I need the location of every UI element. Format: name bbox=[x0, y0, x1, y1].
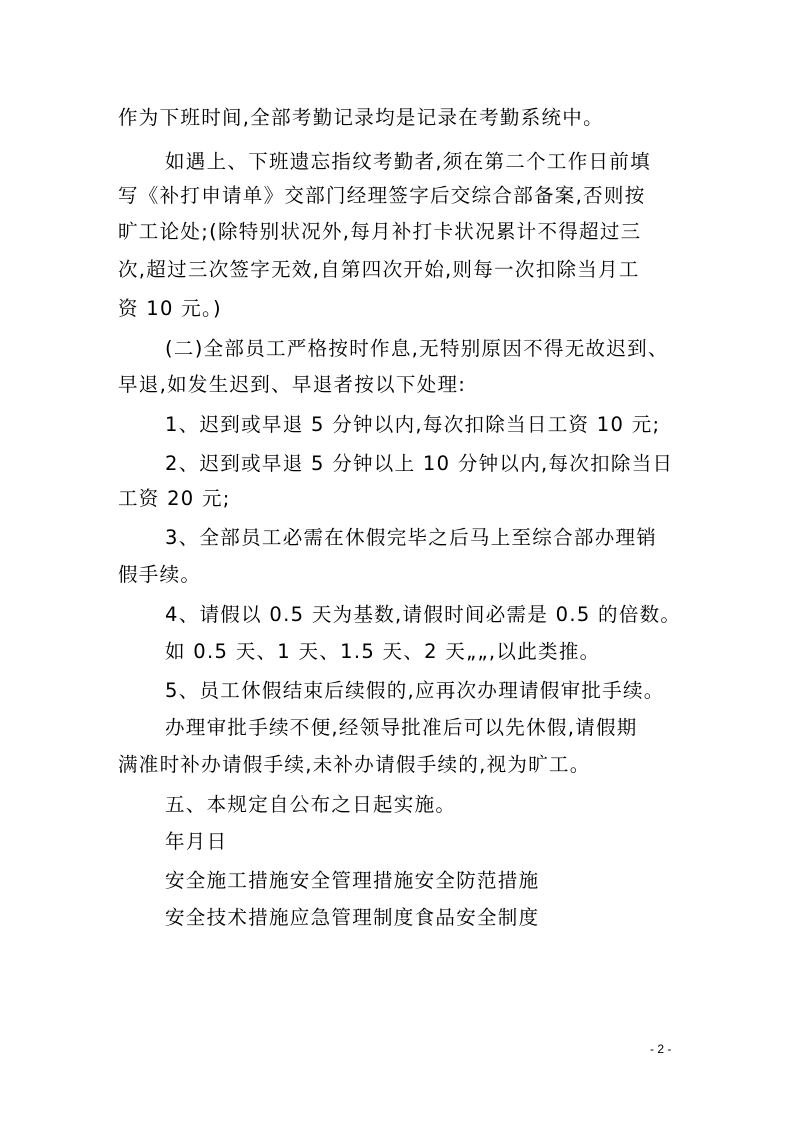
paragraph-line: 写《补打申请单》交部门经理签字后交综合部备案,否则按 bbox=[118, 184, 646, 207]
paragraph-line: 4、请假以 0.5 天为基数,请假时间必需是 0.5 的倍数。 bbox=[165, 603, 682, 626]
paragraph-line: 安全施工措施安全管理措施安全防范措施 bbox=[165, 869, 540, 892]
paragraph-line: 如 0.5 天、1 天、1.5 天、2 天„„,以此类推。 bbox=[165, 640, 601, 663]
paragraph-line: 5、员工休假结束后续假的,应再次办理请假审批手续。 bbox=[165, 679, 665, 702]
paragraph-line: (二)全部员工严格按时作息,无特别原因不得无故迟到、 bbox=[165, 337, 669, 360]
paragraph-line: 办理审批手续不便,经领导批准后可以先休假,请假期 bbox=[165, 716, 638, 739]
paragraph-line: 工资 20 元; bbox=[118, 487, 231, 510]
paragraph-line: 次,超过三次签字无效,自第四次开始,则每一次扣除当月工 bbox=[118, 258, 640, 281]
paragraph-line: 安全技术措施应急管理制度食品安全制度 bbox=[165, 906, 540, 929]
paragraph-line: 满准时补办请假手续,未补办请假手续的,视为旷工。 bbox=[118, 753, 591, 776]
paragraph-line: 资 10 元。) bbox=[118, 297, 222, 320]
paragraph-line: 3、全部员工必需在休假完毕之后马上至综合部办理销 bbox=[165, 526, 658, 549]
page-number: - 2 - bbox=[650, 1042, 672, 1056]
paragraph-line: 年月日 bbox=[165, 830, 228, 853]
paragraph-line: 2、迟到或早退 5 分钟以上 10 分钟以内,每次扣除当日 bbox=[165, 452, 674, 475]
paragraph-line: 五、本规定自公布之日起实施。 bbox=[165, 793, 457, 816]
paragraph-line: 假手续。 bbox=[118, 563, 202, 586]
paragraph-line: 早退,如发生迟到、早退者按以下处理: bbox=[118, 373, 467, 396]
paragraph-line: 1、迟到或早退 5 分钟以内,每次扣除当日工资 10 元; bbox=[165, 413, 661, 436]
paragraph-line: 如遇上、下班遗忘指纹考勤者,须在第二个工作日前填 bbox=[165, 150, 651, 173]
paragraph-line: 旷工论处;(除特别状况外,每月补打卡状况累计不得超过三 bbox=[118, 220, 642, 243]
paragraph-line: 作为下班时间,全部考勤记录均是记录在考勤系统中。 bbox=[118, 106, 604, 129]
